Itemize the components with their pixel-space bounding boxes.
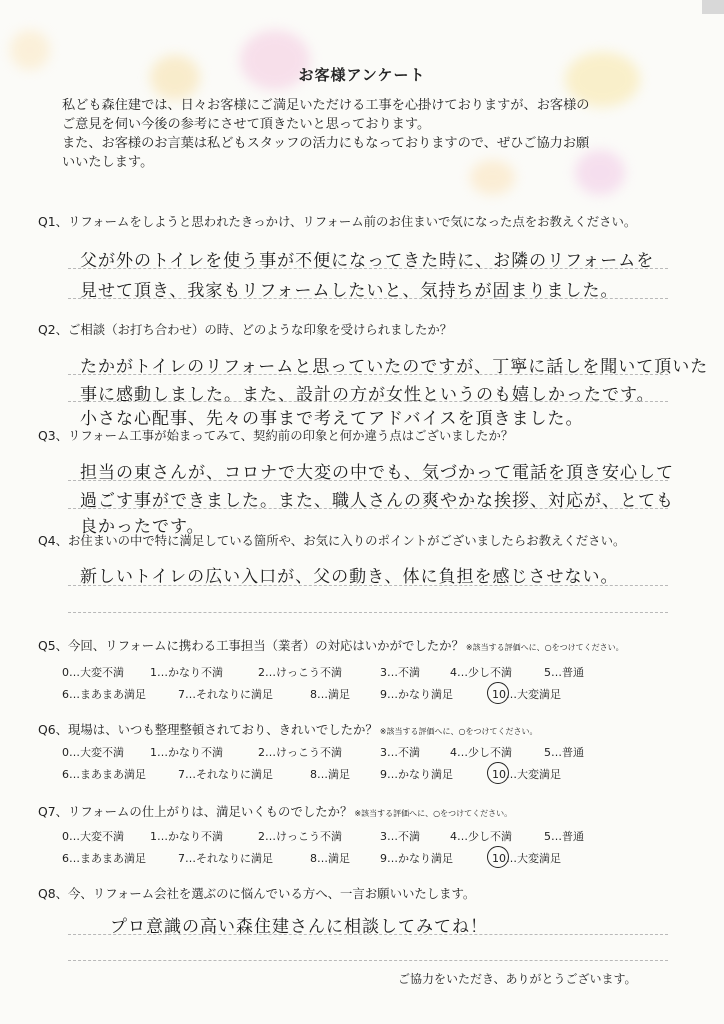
question-4: Q4、お住まいの中で特に満足している箇所や、お気に入りのポイントがございましたらお教えください。 — [38, 533, 626, 548]
rating-note: ※該当する評価へに、○をつけてください。 — [465, 643, 624, 652]
rating-option-10-label: 10…大変満足 — [492, 768, 561, 781]
question-5 — [38, 636, 624, 654]
rating-option-5[interactable]: 5…普通 — [544, 830, 584, 843]
rating-option-8[interactable]: 8…満足 — [310, 852, 350, 865]
rating-option-2[interactable]: 2…けっこう不満 — [258, 746, 342, 759]
rating-option-10[interactable] — [492, 850, 561, 866]
intro-line: いいたします。 — [62, 155, 154, 170]
answer-rule — [68, 612, 668, 613]
question-6-text: Q6、現場は、いつも整理整頓されており、きれいでしたか？ — [38, 722, 378, 737]
scan-corner-tab — [702, 0, 724, 14]
page-title: お客様アンケート — [298, 66, 426, 84]
rating-option-8[interactable]: 8…満足 — [310, 688, 350, 701]
rating-option-7[interactable]: 7…それなりに満足 — [178, 768, 273, 781]
rating-option-1[interactable]: 1…かなり不満 — [150, 830, 223, 843]
rating-option-7[interactable]: 7…それなりに満足 — [178, 852, 273, 865]
rating-option-0[interactable]: 0…大変不満 — [62, 666, 124, 679]
rating-option-9[interactable]: 9…かなり満足 — [380, 852, 453, 865]
answer-rule — [68, 508, 668, 509]
answer-rule — [68, 268, 668, 269]
question-7-text: Q7、リフォームの仕上がりは、満足いくものでしたか？ — [38, 804, 353, 819]
intro-text — [62, 96, 682, 172]
intro-line: また、お客様のお言葉は私どもスタッフの活力にもなっておりますので、ぜひご協力お願 — [62, 136, 590, 151]
rating-option-1[interactable]: 1…かなり不満 — [150, 666, 223, 679]
rating-option-9[interactable]: 9…かなり満足 — [380, 768, 453, 781]
rating-option-4[interactable]: 4…少し不満 — [450, 746, 512, 759]
rating-option-4[interactable]: 4…少し不満 — [450, 666, 512, 679]
rating-option-4[interactable]: 4…少し不満 — [450, 830, 512, 843]
answer-rule — [68, 374, 668, 375]
rating-option-3[interactable]: 3…不満 — [380, 666, 420, 679]
answer-1-line: 見せて頂き、我家もリフォームしたいと、気持ちが固まりました。 — [80, 281, 619, 301]
question-5-text: Q5、今回、リフォームに携わる工事担当（業者）の対応はいかがでしたか？ — [38, 638, 464, 653]
rating-option-10-label: 10…大変満足 — [492, 852, 561, 865]
rating-option-8[interactable]: 8…満足 — [310, 768, 350, 781]
rating-option-3[interactable]: 3…不満 — [380, 830, 420, 843]
answer-3-line: 良かったです。 — [80, 517, 205, 537]
answer-3-line: 担当の東さんが、コロナで大変の中でも、気づかって電話を頂き安心して — [80, 463, 674, 483]
rating-option-7[interactable]: 7…それなりに満足 — [178, 688, 273, 701]
rating-note: ※該当する評価へに、○をつけてください。 — [354, 809, 513, 818]
rating-option-10[interactable] — [492, 686, 561, 702]
selected-circle — [487, 682, 509, 704]
answer-rule — [68, 298, 668, 299]
answer-rule — [68, 585, 668, 586]
rating-option-5[interactable]: 5…普通 — [544, 746, 584, 759]
rating-option-6[interactable]: 6…まあまあ満足 — [62, 688, 146, 701]
answer-2-line: 事に感動しました。また、設計の方が女性というのも嬉しかったです。 — [80, 385, 655, 405]
answer-rule — [68, 401, 668, 402]
selected-circle — [487, 762, 509, 784]
rating-option-6[interactable]: 6…まあまあ満足 — [62, 852, 146, 865]
answer-rule — [68, 960, 668, 961]
answer-rule — [68, 480, 668, 481]
rating-option-1[interactable]: 1…かなり不満 — [150, 746, 223, 759]
answer-2-line: 小さな心配事、先々の事まで考えてアドバイスを頂きました。 — [80, 409, 584, 429]
rating-option-10-label: 10…大変満足 — [492, 688, 561, 701]
answer-3-line: 過ごす事ができました。また、職人さんの爽やかな挨拶、対応が、とても — [80, 491, 674, 511]
answer-2-line: たかがトイレのリフォームと思っていたのですが、丁寧に話しを聞いて頂いた — [80, 357, 709, 377]
rating-option-2[interactable]: 2…けっこう不満 — [258, 830, 342, 843]
selected-circle — [487, 846, 509, 868]
answer-1-line: 父が外のトイレを使う事が不便になってきた時に、お隣のリフォームを — [80, 251, 655, 271]
closing-message: ご協力をいただき、ありがとうございます。 — [398, 972, 637, 986]
rating-option-3[interactable]: 3…不満 — [380, 746, 420, 759]
question-6 — [38, 720, 537, 738]
rating-option-0[interactable]: 0…大変不満 — [62, 830, 124, 843]
question-7 — [38, 802, 512, 820]
rating-option-9[interactable]: 9…かなり満足 — [380, 688, 453, 701]
answer-8-line: プロ意識の高い森住建さんに相談してみてね！ — [110, 917, 488, 937]
question-2: Q2、ご相談（お打ち合わせ）の時、どのような印象を受けられましたか？ — [38, 322, 453, 337]
rating-option-5[interactable]: 5…普通 — [544, 666, 584, 679]
rating-option-10[interactable] — [492, 766, 561, 782]
intro-line: 私ども森住建では、日々お客様にご満足いただける工事を心掛けておりますが、お客様の — [62, 98, 590, 113]
rating-note: ※該当する評価へに、○をつけてください。 — [379, 727, 538, 736]
question-3: Q3、リフォーム工事が始まってみて、契約前の印象と何か違う点はございましたか？ — [38, 428, 514, 443]
intro-line: ご意見を伺い今後の参考にさせて頂きたいと思っております。 — [62, 117, 431, 132]
rating-option-2[interactable]: 2…けっこう不満 — [258, 666, 342, 679]
rating-option-6[interactable]: 6…まあまあ満足 — [62, 768, 146, 781]
rating-option-0[interactable]: 0…大変不満 — [62, 746, 124, 759]
question-8: Q8、今、リフォーム会社を選ぶのに悩んでいる方へ、一言お願いいたします。 — [38, 886, 476, 901]
answer-rule — [68, 934, 668, 935]
question-1: Q1、リフォームをしようと思われたきっかけ、リフォーム前のお住まいで気になった点をお教えください。 — [38, 214, 637, 229]
answer-4-line: 新しいトイレの広い入口が、父の動き、体に負担を感じさせない。 — [80, 567, 619, 587]
